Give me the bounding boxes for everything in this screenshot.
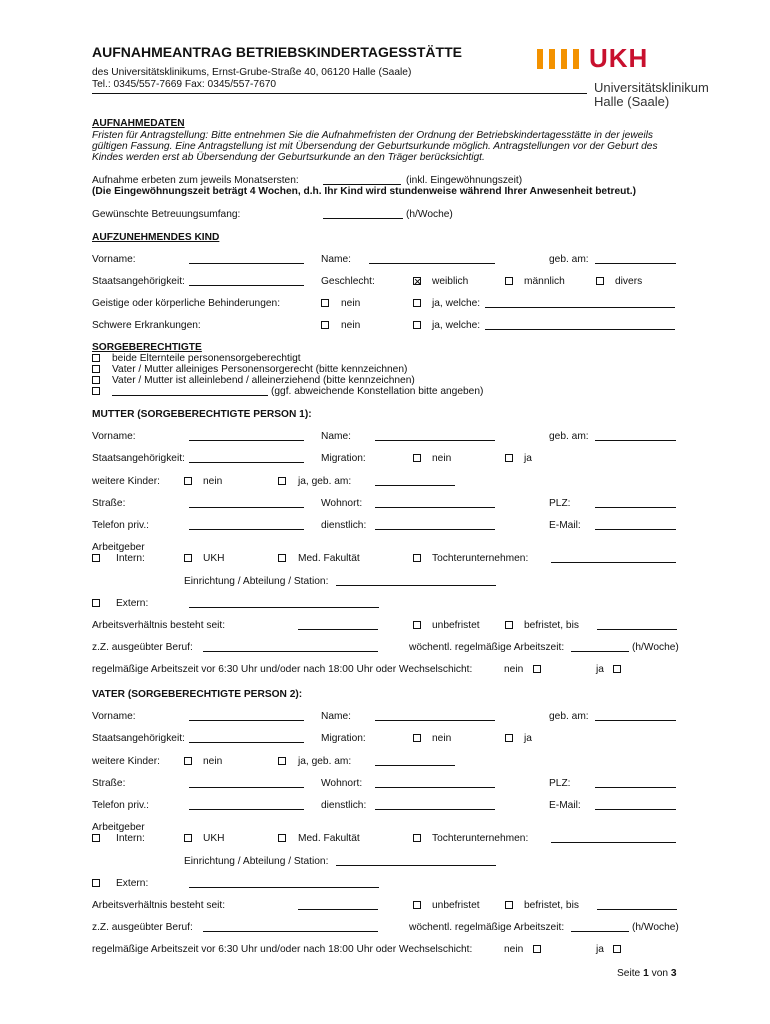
vater-befristet-checkbox[interactable] bbox=[505, 901, 513, 909]
mutter-kinder-nein-checkbox[interactable] bbox=[184, 477, 192, 485]
sorge-opt1-checkbox[interactable] bbox=[92, 354, 100, 362]
mutter-regel-nein-label: nein bbox=[504, 664, 524, 675]
monat-field[interactable] bbox=[323, 184, 401, 185]
vater-wohnort-label: Wohnort: bbox=[321, 778, 363, 789]
vater-staat-field[interactable] bbox=[189, 742, 304, 743]
mutter-vorname-field[interactable] bbox=[189, 440, 304, 441]
logo-bar bbox=[537, 49, 543, 69]
sorge-opt4-checkbox[interactable] bbox=[92, 387, 100, 395]
vater-wohnort-field[interactable] bbox=[375, 787, 495, 788]
vater-arbeitgeber-label: Arbeitgeber bbox=[92, 822, 145, 833]
vater-hwoche-label: (h/Woche) bbox=[632, 922, 679, 933]
vater-migration-nein-checkbox[interactable] bbox=[413, 734, 421, 742]
mutter-hwoche-label: (h/Woche) bbox=[632, 642, 679, 653]
mutter-migration-nein-label: nein bbox=[432, 453, 452, 464]
kind-vorname-label: Vorname: bbox=[92, 254, 136, 265]
behinderung-label: Geistige oder körperliche Behinderungen: bbox=[92, 298, 281, 309]
vater-kinder-ja-checkbox[interactable] bbox=[278, 757, 286, 765]
sorge-opt2-checkbox[interactable] bbox=[92, 365, 100, 373]
mutter-dienst-label: dienstlich: bbox=[321, 520, 367, 531]
mutter-regel-label: regelmäßige Arbeitszeit vor 6:30 Uhr und/oder nach 18:00 Uhr oder Wechselschicht: bbox=[92, 664, 473, 675]
mutter-regel-nein-checkbox[interactable] bbox=[533, 665, 541, 673]
vater-geb-label: geb. am: bbox=[549, 711, 589, 722]
mutter-vorname-label: Vorname: bbox=[92, 431, 136, 442]
vater-kinder-geb-field[interactable] bbox=[375, 765, 455, 766]
vater-intern-label: Intern: bbox=[116, 833, 145, 844]
mutter-kinder-geb-field[interactable] bbox=[375, 485, 455, 486]
umfang-field[interactable] bbox=[323, 218, 403, 219]
fristen-text-2: gültigen Fassung. Eine Antragstellung ist mit Übersendung der Geburtsurkunde möglich. Antragstellungen vor der Geburt des bbox=[92, 141, 658, 152]
vater-telefon-label: Telefon priv.: bbox=[92, 800, 149, 811]
vater-kinder-nein-checkbox[interactable] bbox=[184, 757, 192, 765]
mutter-name-field[interactable] bbox=[375, 440, 495, 441]
mutter-name-label: Name: bbox=[321, 431, 352, 442]
vater-extern-checkbox[interactable] bbox=[92, 879, 100, 887]
mutter-kinder-nein-label: nein bbox=[203, 476, 223, 487]
mutter-kinder-ja-checkbox[interactable] bbox=[278, 477, 286, 485]
mutter-staat-label: Staatsangehörigkeit: bbox=[92, 453, 185, 464]
mutter-geb-field[interactable] bbox=[595, 440, 676, 441]
seite-label: Seite bbox=[617, 968, 641, 979]
mutter-email-label: E-Mail: bbox=[549, 520, 581, 531]
vater-plz-field[interactable] bbox=[595, 787, 676, 788]
vater-verhaeltnis-label: Arbeitsverhältnis besteht seit: bbox=[92, 900, 226, 911]
erkrankung-welche-field[interactable] bbox=[485, 329, 675, 330]
mutter-beruf-label: z.Z. ausgeübter Beruf: bbox=[92, 642, 193, 653]
vater-plz-label: PLZ: bbox=[549, 778, 571, 789]
umfang-suffix: (h/Woche) bbox=[406, 209, 453, 220]
sorge-other-field[interactable] bbox=[112, 395, 268, 396]
total-pages: 3 bbox=[670, 968, 677, 979]
mutter-extern-label: Extern: bbox=[116, 598, 149, 609]
mutter-regel-ja-checkbox[interactable] bbox=[613, 665, 621, 673]
behinderung-ja-checkbox[interactable] bbox=[413, 299, 421, 307]
monat-suffix: (inkl. Eingewöhnungszeit) bbox=[406, 175, 523, 186]
fristen-text-1: Fristen für Antragstellung: Bitte entnehmen Sie die Aufnahmefristen der Ordnung der Betriebskindertagesstätte in der jeweils bbox=[92, 130, 653, 141]
vater-med-label: Med. Fakultät bbox=[298, 833, 360, 844]
vater-migration-label: Migration: bbox=[321, 733, 366, 744]
mutter-ukh-label: UKH bbox=[203, 553, 225, 564]
sorge-opt2-label: Vater / Mutter alleiniges Personensorgerecht (bitte kennzeichnen) bbox=[112, 364, 408, 375]
vater-kinder-ja-label: ja, geb. am: bbox=[298, 756, 352, 767]
mutter-kinder-ja-label: ja, geb. am: bbox=[298, 476, 352, 487]
vater-befristet-field[interactable] bbox=[597, 909, 677, 910]
vater-kinder-nein-label: nein bbox=[203, 756, 223, 767]
kind-staat-label: Staatsangehörigkeit: bbox=[92, 276, 185, 287]
sorge-opt3-checkbox[interactable] bbox=[92, 376, 100, 384]
vater-strasse-label: Straße: bbox=[92, 778, 126, 789]
maennlich-label: männlich bbox=[524, 276, 565, 287]
vater-migration-ja-checkbox[interactable] bbox=[505, 734, 513, 742]
divers-checkbox[interactable] bbox=[596, 277, 604, 285]
mutter-unbefristet-label: unbefristet bbox=[432, 620, 480, 631]
current-page: 1 bbox=[643, 968, 649, 979]
vater-extern-field[interactable] bbox=[189, 887, 379, 888]
mutter-staat-field[interactable] bbox=[189, 462, 304, 463]
mutter-plz-field[interactable] bbox=[595, 507, 676, 508]
vater-kinder-label: weitere Kinder: bbox=[92, 756, 160, 767]
erkrankung-ja-label: ja, welche: bbox=[432, 320, 481, 331]
mutter-ukh-checkbox[interactable] bbox=[184, 554, 192, 562]
mutter-telefon-field[interactable] bbox=[189, 529, 304, 530]
phone-fax: Tel.: 0345/557-7669 Fax: 0345/557-7670 bbox=[92, 79, 277, 90]
mutter-intern-checkbox[interactable] bbox=[92, 554, 100, 562]
mutter-einrichtung-label: Einrichtung / Abteilung / Station: bbox=[184, 576, 329, 587]
mutter-woechentl-label: wöchentl. regelmäßige Arbeitszeit: bbox=[409, 642, 565, 653]
logo-ukh: UKH bbox=[589, 43, 649, 73]
mutter-beruf-field[interactable] bbox=[203, 651, 378, 652]
vater-name-label: Name: bbox=[321, 711, 352, 722]
mutter-einrichtung-field[interactable] bbox=[336, 585, 496, 586]
vater-migration-ja-label: ja bbox=[524, 733, 532, 744]
kind-vorname-field[interactable] bbox=[189, 263, 304, 264]
vater-ukh-checkbox[interactable] bbox=[184, 834, 192, 842]
mutter-migration-ja-checkbox[interactable] bbox=[505, 454, 513, 462]
logo-sub2: Halle (Saale) bbox=[594, 94, 670, 109]
logo-bar bbox=[573, 49, 579, 69]
mutter-telefon-label: Telefon priv.: bbox=[92, 520, 149, 531]
vater-vorname-label: Vorname: bbox=[92, 711, 136, 722]
mutter-unbefristet-checkbox[interactable] bbox=[413, 621, 421, 629]
mutter-tochter-checkbox[interactable] bbox=[413, 554, 421, 562]
vater-woechentl-label: wöchentl. regelmäßige Arbeitszeit: bbox=[409, 922, 565, 933]
vater-regel-nein-checkbox[interactable] bbox=[533, 945, 541, 953]
mutter-wohnort-label: Wohnort: bbox=[321, 498, 363, 509]
vater-vorname-field[interactable] bbox=[189, 720, 304, 721]
mutter-dienst-field[interactable] bbox=[375, 529, 495, 530]
vater-regel-label: regelmäßige Arbeitszeit vor 6:30 Uhr und/oder nach 18:00 Uhr oder Wechselschicht: bbox=[92, 944, 473, 955]
mutter-email-field[interactable] bbox=[595, 529, 676, 530]
vater-email-field[interactable] bbox=[595, 809, 676, 810]
vater-med-checkbox[interactable] bbox=[278, 834, 286, 842]
logo-bar bbox=[549, 49, 555, 69]
erkrankung-nein-label: nein bbox=[341, 320, 361, 331]
vater-regel-nein-label: nein bbox=[504, 944, 524, 955]
vater-regel-ja-label: ja bbox=[596, 944, 604, 955]
von-label: von bbox=[651, 968, 669, 979]
vater-strasse-field[interactable] bbox=[189, 787, 304, 788]
vater-unbefristet-checkbox[interactable] bbox=[413, 901, 421, 909]
vater-woechentl-field[interactable] bbox=[571, 931, 629, 932]
mutter-befristet-label: befristet, bis bbox=[524, 620, 579, 631]
kind-staat-field[interactable] bbox=[189, 285, 304, 286]
vater-tochter-field[interactable] bbox=[551, 842, 676, 843]
vater-regel-ja-checkbox[interactable] bbox=[613, 945, 621, 953]
vater-tochter-label: Tochterunternehmen: bbox=[432, 833, 529, 844]
vater-dienst-field[interactable] bbox=[375, 809, 495, 810]
monat-label: Aufnahme erbeten zum jeweils Monatsersten: bbox=[92, 175, 299, 186]
vater-name-field[interactable] bbox=[375, 720, 495, 721]
mutter-extern-field[interactable] bbox=[189, 607, 379, 608]
vater-unbefristet-label: unbefristet bbox=[432, 900, 480, 911]
weiblich-label: weiblich bbox=[432, 276, 469, 287]
mutter-verhaeltnis-field[interactable] bbox=[298, 629, 378, 630]
mutter-befristet-checkbox[interactable] bbox=[505, 621, 513, 629]
erkrankung-ja-checkbox[interactable] bbox=[413, 321, 421, 329]
vater-extern-label: Extern: bbox=[116, 878, 149, 889]
header-divider bbox=[92, 93, 587, 94]
vater-tochter-checkbox[interactable] bbox=[413, 834, 421, 842]
sorge-opt4-label: (ggf. abweichende Konstellation bitte angeben) bbox=[271, 386, 484, 397]
mutter-verhaeltnis-label: Arbeitsverhältnis besteht seit: bbox=[92, 620, 226, 631]
mutter-tochter-label: Tochterunternehmen: bbox=[432, 553, 529, 564]
vater-telefon-field[interactable] bbox=[189, 809, 304, 810]
mutter-med-checkbox[interactable] bbox=[278, 554, 286, 562]
page-title: AUFNAHMEANTRAG BETRIEBSKINDERTAGESSTÄTTE bbox=[92, 44, 462, 60]
erkrankung-nein-checkbox[interactable] bbox=[321, 321, 329, 329]
vater-staat-label: Staatsangehörigkeit: bbox=[92, 733, 185, 744]
mutter-geb-label: geb. am: bbox=[549, 431, 589, 442]
vater-intern-checkbox[interactable] bbox=[92, 834, 100, 842]
mutter-extern-checkbox[interactable] bbox=[92, 599, 100, 607]
mutter-woechentl-field[interactable] bbox=[571, 651, 629, 652]
mutter-migration-nein-checkbox[interactable] bbox=[413, 454, 421, 462]
address: des Universitätsklinikums, Ernst-Grube-Straße 40, 06120 Halle (Saale) bbox=[92, 67, 412, 78]
vater-einrichtung-label: Einrichtung / Abteilung / Station: bbox=[184, 856, 329, 867]
vater-befristet-label: befristet, bis bbox=[524, 900, 579, 911]
mutter-arbeitgeber-label: Arbeitgeber bbox=[92, 542, 145, 553]
behinderung-ja-label: ja, welche: bbox=[432, 298, 481, 309]
vater-heading: VATER (SORGEBERECHTIGTE PERSON 2): bbox=[92, 689, 303, 700]
kind-geschlecht-label: Geschlecht: bbox=[321, 276, 375, 287]
vater-dienst-label: dienstlich: bbox=[321, 800, 367, 811]
mutter-wohnort-field[interactable] bbox=[375, 507, 495, 508]
mutter-migration-label: Migration: bbox=[321, 453, 366, 464]
maennlich-checkbox[interactable] bbox=[505, 277, 513, 285]
divers-label: divers bbox=[615, 276, 643, 287]
sorge-opt3-label: Vater / Mutter ist alleinlebend / alleinerziehend (bitte kennzeichnen) bbox=[112, 375, 415, 386]
vater-beruf-label: z.Z. ausgeübter Beruf: bbox=[92, 922, 193, 933]
vater-migration-nein-label: nein bbox=[432, 733, 452, 744]
mutter-kinder-label: weitere Kinder: bbox=[92, 476, 160, 487]
vater-einrichtung-field[interactable] bbox=[336, 865, 496, 866]
aufnahme-heading: AUFNAHMEDATEN bbox=[92, 118, 185, 129]
sorge-opt1-label: beide Elternteile personensorgeberechtigt bbox=[112, 353, 301, 364]
kind-geb-label: geb. am: bbox=[549, 254, 589, 265]
umfang-label: Gewünschte Betreuungsumfang: bbox=[92, 209, 241, 220]
vater-beruf-field[interactable] bbox=[203, 931, 378, 932]
mutter-befristet-field[interactable] bbox=[597, 629, 677, 630]
kind-name-field[interactable] bbox=[369, 263, 495, 264]
mutter-tochter-field[interactable] bbox=[551, 562, 676, 563]
mutter-strasse-label: Straße: bbox=[92, 498, 126, 509]
weiblich-checkbox[interactable] bbox=[413, 277, 421, 285]
logo-bar bbox=[561, 49, 567, 69]
kind-geb-field[interactable] bbox=[595, 263, 676, 264]
vater-verhaeltnis-field[interactable] bbox=[298, 909, 378, 910]
mutter-strasse-field[interactable] bbox=[189, 507, 304, 508]
mutter-med-label: Med. Fakultät bbox=[298, 553, 360, 564]
behinderung-welche-field[interactable] bbox=[485, 307, 675, 308]
behinderung-nein-label: nein bbox=[341, 298, 361, 309]
behinderung-nein-checkbox[interactable] bbox=[321, 299, 329, 307]
mutter-plz-label: PLZ: bbox=[549, 498, 571, 509]
vater-ukh-label: UKH bbox=[203, 833, 225, 844]
mutter-heading: MUTTER (SORGEBERECHTIGTE PERSON 1): bbox=[92, 409, 312, 420]
mutter-migration-ja-label: ja bbox=[524, 453, 532, 464]
vater-geb-field[interactable] bbox=[595, 720, 676, 721]
mutter-regel-ja-label: ja bbox=[596, 664, 604, 675]
kind-name-label: Name: bbox=[321, 254, 352, 265]
kind-heading: AUFZUNEHMENDES KIND bbox=[92, 232, 220, 243]
vater-email-label: E-Mail: bbox=[549, 800, 581, 811]
fristen-text-3: Kindes werden erst ab Übersendung der Geburtsurkunde an den Träger berücksichtigt. bbox=[92, 152, 485, 163]
erkrankung-label: Schwere Erkrankungen: bbox=[92, 320, 201, 331]
mutter-intern-label: Intern: bbox=[116, 553, 145, 564]
logo-sub1: Universitätsklinikum bbox=[594, 80, 709, 95]
eingewoehnung-note: (Die Eingewöhnungszeit beträgt 4 Wochen, d.h. Ihr Kind wird stundenweise während Ihrer Anwesenheit betreut.) bbox=[92, 186, 636, 197]
page-number bbox=[617, 968, 677, 979]
sorge-heading: SORGEBERECHTIGTE bbox=[92, 342, 202, 353]
